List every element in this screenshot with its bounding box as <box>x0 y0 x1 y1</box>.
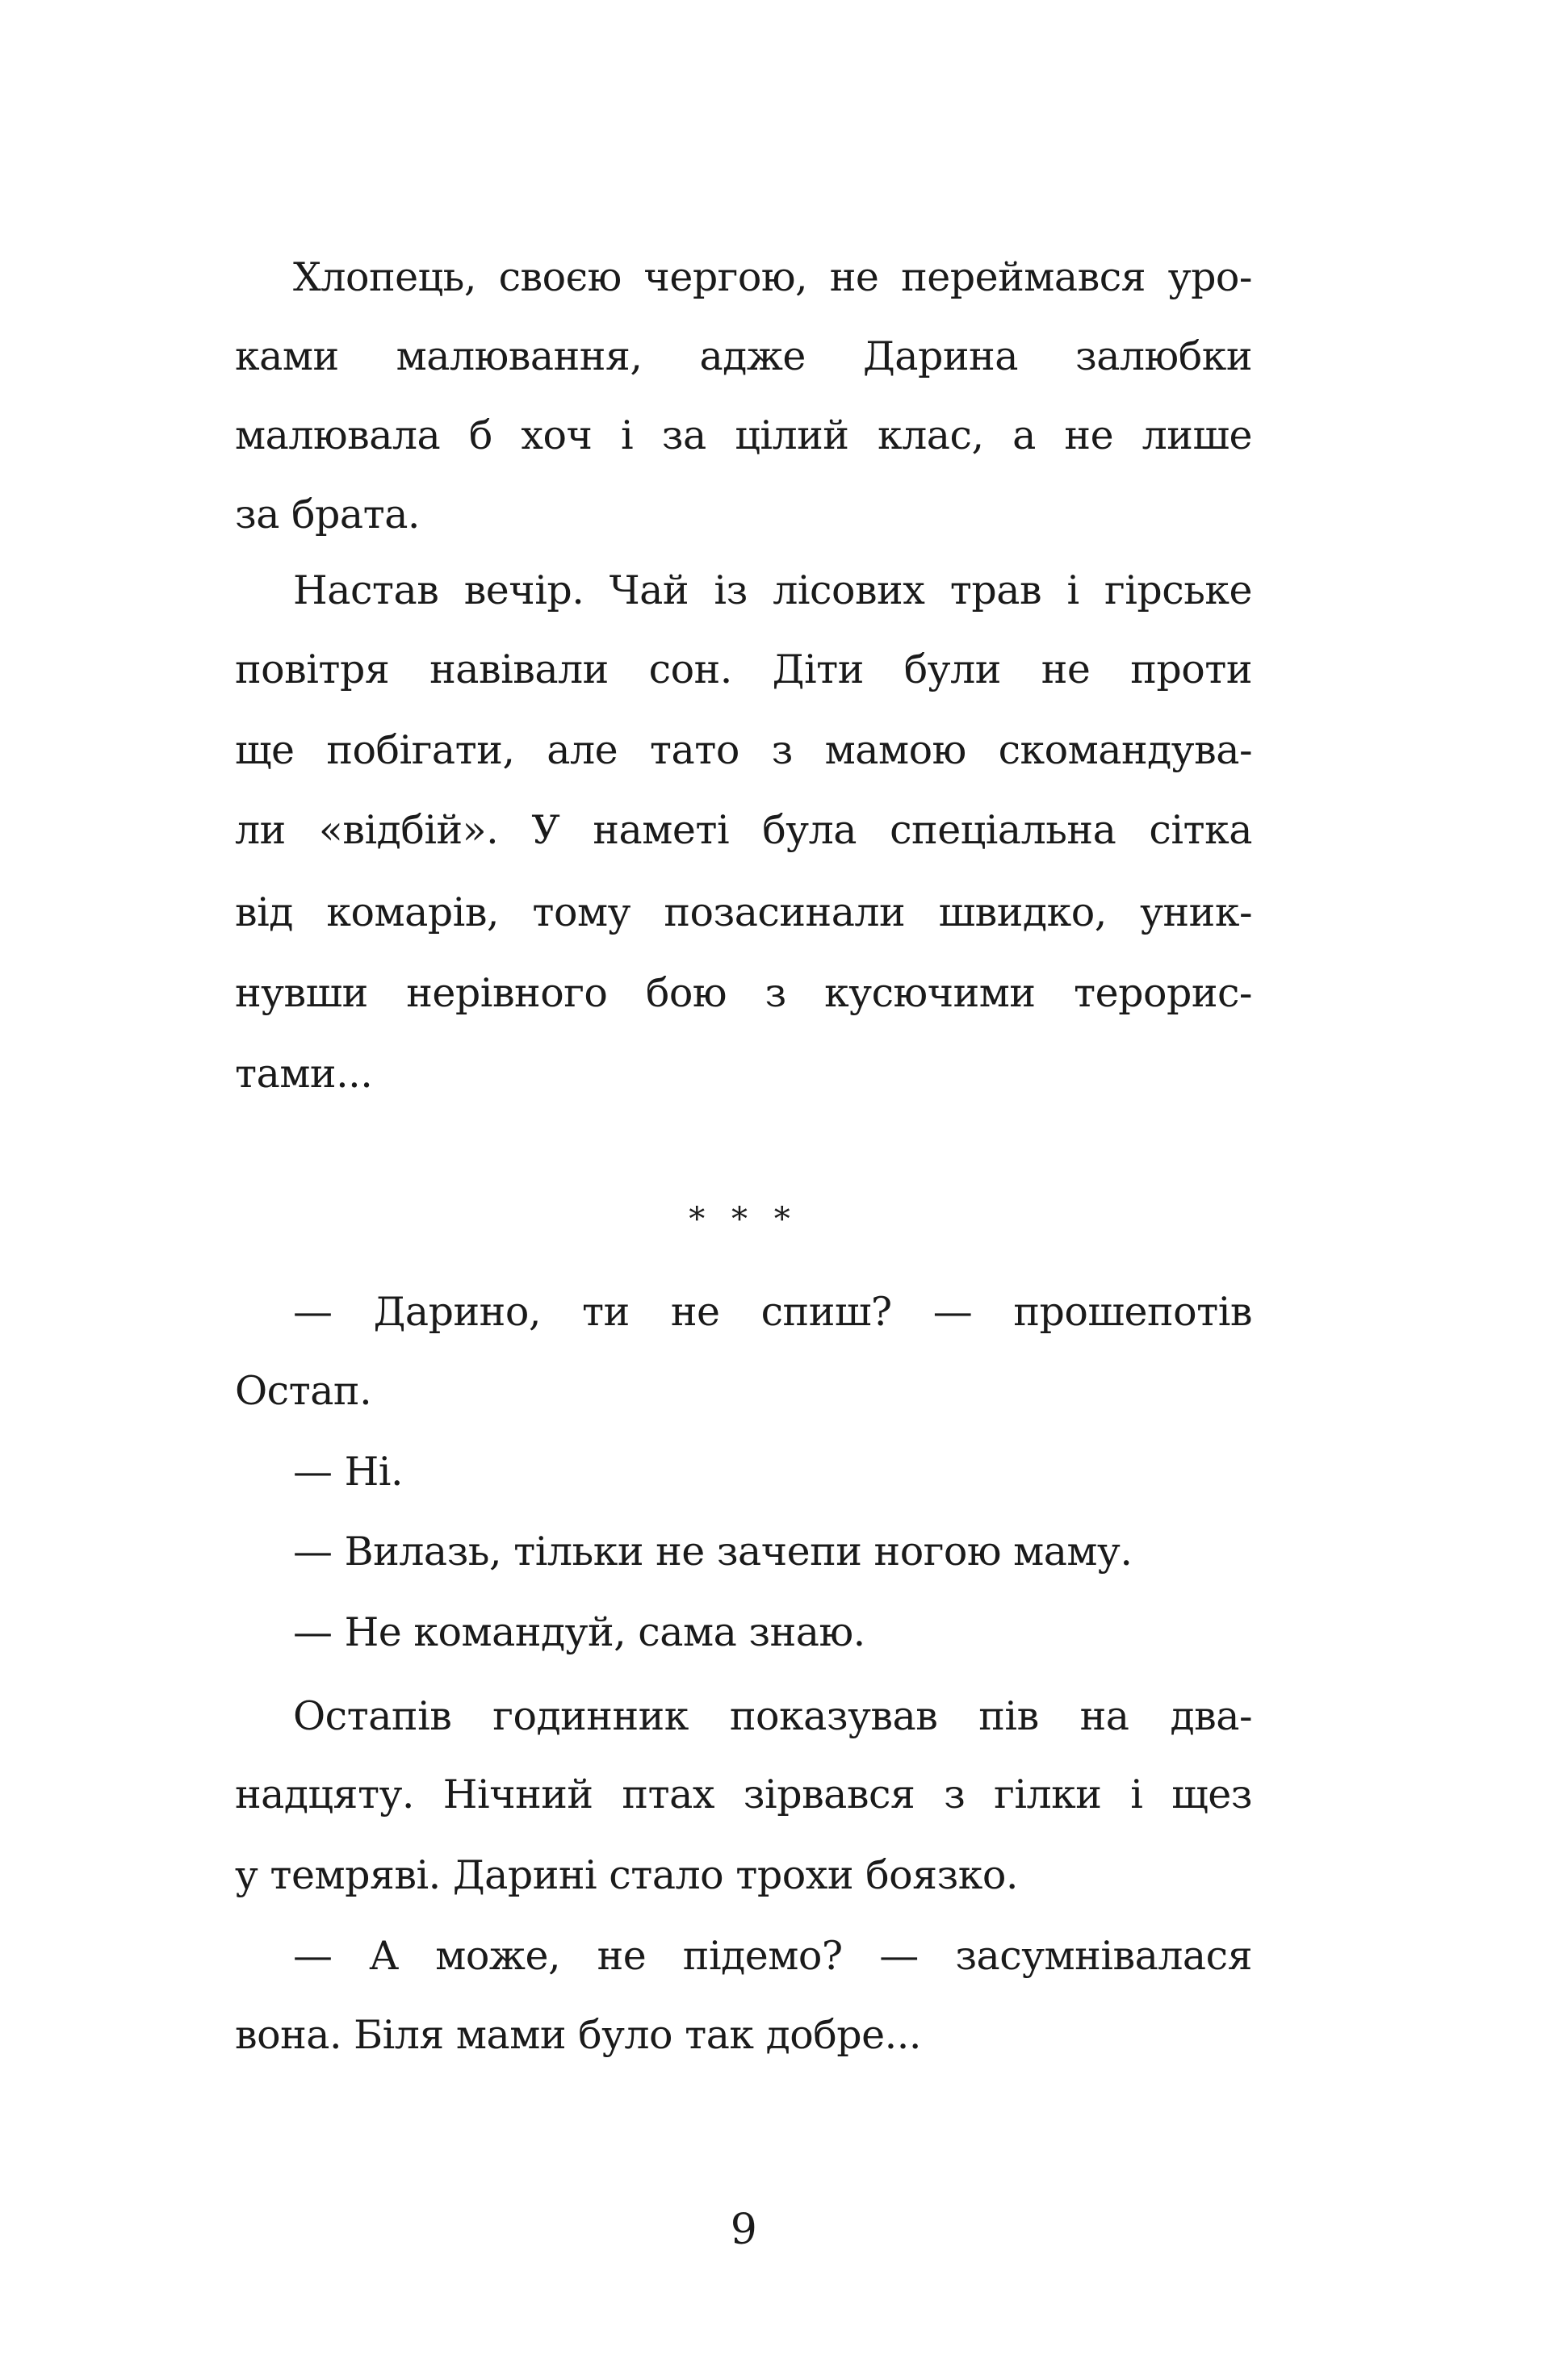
text-line: тами... <box>235 1051 373 1097</box>
text-line: повітря навівали сон. Діти були не проти <box>235 646 1252 692</box>
section-separator: * * * <box>689 1201 798 1238</box>
text-line: вона. Біля мами було так добре... <box>235 2012 921 2058</box>
text-line: ще побігати, але тато з мамою скомандува- <box>235 727 1252 773</box>
page-number: 9 <box>730 2206 757 2254</box>
text-line: — А може, не підемо? — засумнівалася <box>293 1933 1252 1979</box>
text-line: — Ні. <box>293 1449 404 1495</box>
text-line: — Не командуй, сама знаю. <box>293 1609 865 1655</box>
text-line: — Вилазь, тільки не зачепи ногою маму. <box>293 1529 1133 1575</box>
text-line: Хлопець, своєю чергою, не переймався уро- <box>293 254 1252 300</box>
text-line: у темряві. Дарині стало трохи боязко. <box>235 1852 1018 1898</box>
text-line: Остап. <box>235 1368 372 1414</box>
text-line: від комарів, тому позасинали швидко, уник- <box>235 889 1252 935</box>
text-line: ли «відбій». У наметі була спеціальна сітка <box>235 807 1252 853</box>
text-line: Остапів годинник показував пів на два- <box>293 1693 1252 1739</box>
text-line: — Дарино, ти не спиш? — прошепотів <box>293 1289 1252 1335</box>
text-line: надцяту. Нічний птах зірвався з гілки і щез <box>235 1771 1252 1817</box>
text-line: ками малювання, адже Дарина залюбки <box>235 333 1252 379</box>
text-line: нувши нерівного бою з кусючими терорис- <box>235 970 1252 1016</box>
text-line: малювала б хоч і за цілий клас, а не лише <box>235 412 1252 458</box>
text-line: Настав вечір. Чай із лісових трав і гірське <box>293 567 1252 613</box>
text-line: за брата. <box>235 491 420 537</box>
